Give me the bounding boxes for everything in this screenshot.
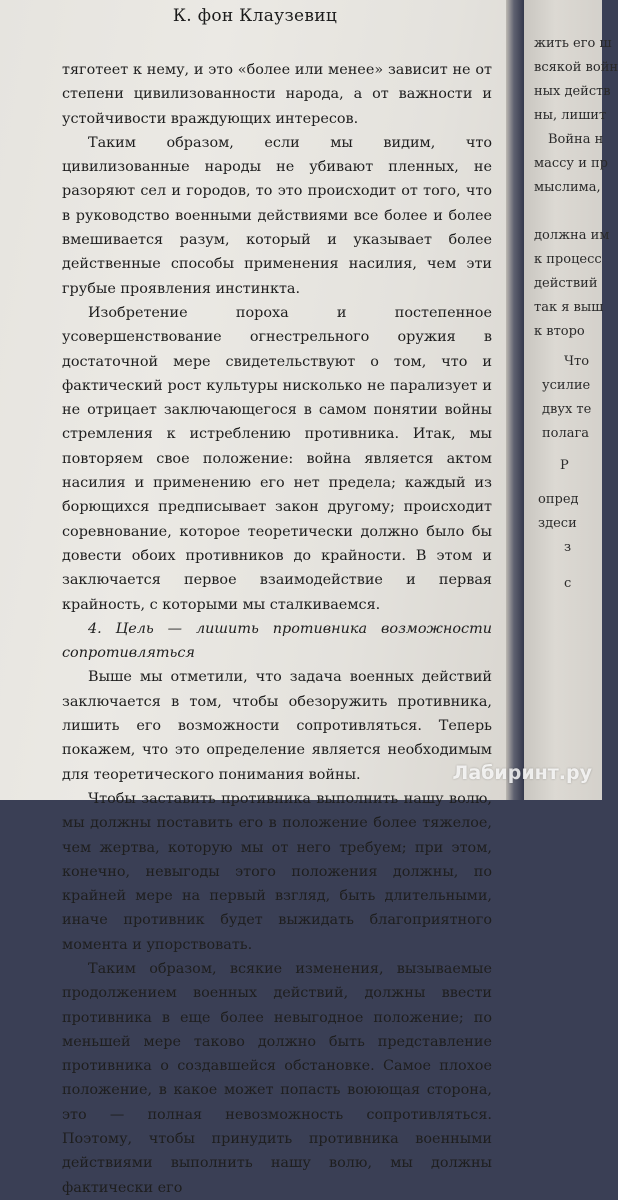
facing-line: жить его ш (534, 36, 612, 51)
facing-line: всякой войн (534, 60, 618, 75)
facing-line: так я выш (534, 300, 604, 315)
facing-line: Что (564, 354, 590, 369)
paragraph-1: тяготеет к нему, и это «более или менее» зависит не от степени цивилизованности народа, а от важности и устойчивости враждующих интересов. (62, 62, 492, 127)
facing-line: усилие (542, 378, 591, 393)
facing-line: Война н (548, 132, 604, 147)
paragraph-5: Чтобы заставить противника выполнить нашу волю, мы должны поставить его в положение более тяжелое, чем жертва, которую мы от него требуем; при этом, конечно, невыгоды этого положения должны, по крайней мере на первый взгляд, быть длительными, иначе противник будет выжидать благоприятного момента и упорствовать. (62, 790, 492, 953)
facing-line: действий (534, 276, 598, 291)
paragraph-6: Таким образом, всякие изменения, вызываемые продолжением военных действий, должны ввести противника в еще более невыгодное положение; по меньшей мере таково должно быть представление противника о создавшейся обстановке. Самое плохое положение, в какое может попасть воюющая сторона, это — полная невозможность сопротивляться. Поэтому, чтобы принудить противника военными действиями выполнить нашу волю, мы должны фактически его (62, 960, 492, 1196)
watermark-logo: Лабиринт.ру (452, 762, 592, 784)
facing-line: Р (560, 458, 569, 473)
facing-page (524, 0, 618, 800)
book-spine-shadow (506, 0, 526, 800)
facing-line: к второ (534, 324, 585, 339)
facing-line: мыслима, (534, 180, 601, 195)
facing-line: ны, лишит (534, 108, 607, 123)
facing-line: массу и пр (534, 156, 608, 171)
facing-line: полага (542, 426, 590, 441)
paragraph-2: Таким образом, если мы видим, что цивилизованные народы не убивают пленных, не разоряют сел и городов, то это происходит от того, что в руководство военными действиями все более и более вмешивается разум, который и указывает более действенные способы применения насилия, чем эти грубые проявления инстинкта. (62, 134, 492, 297)
facing-line: двух те (542, 402, 592, 417)
facing-line: с (564, 576, 572, 591)
page-text (62, 58, 492, 1200)
running-header: К. фон Клаузевиц (172, 6, 338, 26)
facing-line: должна им (534, 228, 610, 243)
facing-line: опред (538, 492, 579, 507)
paragraph-4: Выше мы отметили, что задача военных действий заключается в том, чтобы обезоружить противника, лишить его возможности сопротивляться. Теперь покажем, что это определение является необходимым для теоретического понимания войны. (62, 669, 492, 783)
facing-line: к процесс (534, 252, 602, 267)
facing-line: здеси (538, 516, 577, 531)
facing-line: з (564, 540, 572, 555)
facing-line: ных действ (534, 84, 611, 99)
paragraph-3: Изобретение пороха и постепенное усовершенствование огнестрельного оружия в достаточной мере свидетельствуют о том, что и фактический рост культуры нисколько не парализует и не отрицает заключающегося в самом понятии войны стремления к истреблению противника. Итак, мы повторяем свое положение: война является актом насилия и применению его нет предела; каждый из борющихся предписывает закон другому; происходит соревнование, которое теоретически должно было бы довести обоих противников до крайности. В этом и заключается первое взаимодействие и первая крайность, с которыми мы сталкиваемся. (62, 304, 492, 613)
section-heading: 4. Цель — лишить противника возможности сопротивляться (62, 620, 492, 662)
